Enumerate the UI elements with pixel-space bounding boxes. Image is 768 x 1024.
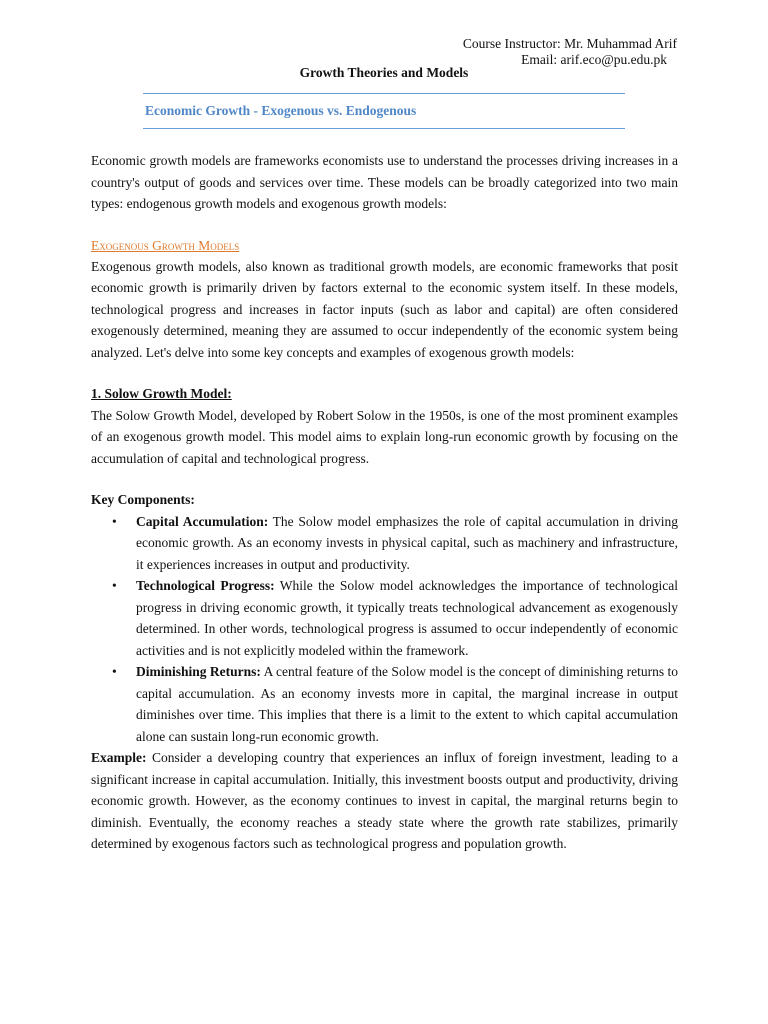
intro-paragraph: Economic growth models are frameworks economists use to understand the processes driving increases in a country's output of goods and services over time. These models can be broadly categorized into two main types: endogenous growth models and exogenous growth models: <box>91 153 678 211</box>
component-term: Diminishing Returns: <box>136 664 261 679</box>
example-text: Consider a developing country that experiences an influx of foreign investment, leading to a significant increase in capital accumulation. Initially, this investment boosts output and productivity, driving economic growth. However, as the economy continues to invest in capital, the marginal returns begin to diminish. Eventually, the economy reaches a steady state where the growth rate stabilizes, primarily determined by exogenous factors such as technological progress and population growth. <box>91 750 678 851</box>
document-body <box>91 150 678 855</box>
example-paragraph <box>91 747 678 855</box>
header-info <box>463 36 677 67</box>
component-text: The Solow model emphasizes the role of capital accumulation in driving economic growth. As an economy invests in physical capital, such as machinery and infrastructure, it experiences increases in output and productivity. <box>136 513 678 572</box>
list-item <box>91 661 678 747</box>
instructor-line: Course Instructor: Mr. Muhammad Arif <box>462 36 677 51</box>
bullet-icon: • <box>112 578 117 593</box>
component-text: While the Solow model acknowledges the importance of technological progress in driving economic growth, it typically treats technological advancement as exogenously determined. In other words, technological progress is assumed to occur independently of economic activities and is not explicitly modeled within the framework. <box>136 578 678 658</box>
document-title: Growth Theories and Models <box>299 65 469 80</box>
list-item <box>91 575 678 661</box>
top-divider <box>143 93 625 94</box>
bullet-icon: • <box>112 664 117 679</box>
key-components-list <box>91 511 678 748</box>
exogenous-heading: Exogenous Growth Models <box>91 237 240 253</box>
solow-heading: 1. Solow Growth Model: <box>91 386 232 401</box>
document-subtitle: Economic Growth - Exogenous vs. Endogenous <box>145 103 417 118</box>
component-term: Capital Accumulation: <box>136 513 269 529</box>
email-line: Email: arif.eco@pu.edu.pk <box>521 51 667 67</box>
component-text: A central feature of the Solow model is the concept of diminishing returns to capital accumulation. As an economy invests more in capital, the marginal increase in output diminishes over time. This implies that there is a limit to the extent to which capital accumulation alone can sustain long-run economic growth. <box>136 664 679 744</box>
example-label: Example: <box>91 750 147 765</box>
bottom-divider <box>143 128 625 129</box>
solow-paragraph: The Solow Growth Model, developed by Robert Solow in the 1950s, is one of the most prominent examples of an exogenous growth model. This model aims to explain long-run economic growth by focusing on the accumulation of capital and technological progress. <box>91 407 678 466</box>
list-item <box>91 511 678 576</box>
key-components-heading: Key Components: <box>91 492 195 507</box>
component-term: Technological Progress: <box>136 578 275 593</box>
bullet-icon: • <box>112 513 117 529</box>
exogenous-paragraph: Exogenous growth models, also known as traditional growth models, are economic frameworks that posit economic growth is primarily driven by factors external to the economic system itself. In these models, technological progress and increases in factor inputs (such as labor and capital) are often considered exogenously determined, meaning they are assumed to occur independently of the economic system being analyzed. Let's delve into some key concepts and examples of exogenous growth models: <box>91 258 678 360</box>
